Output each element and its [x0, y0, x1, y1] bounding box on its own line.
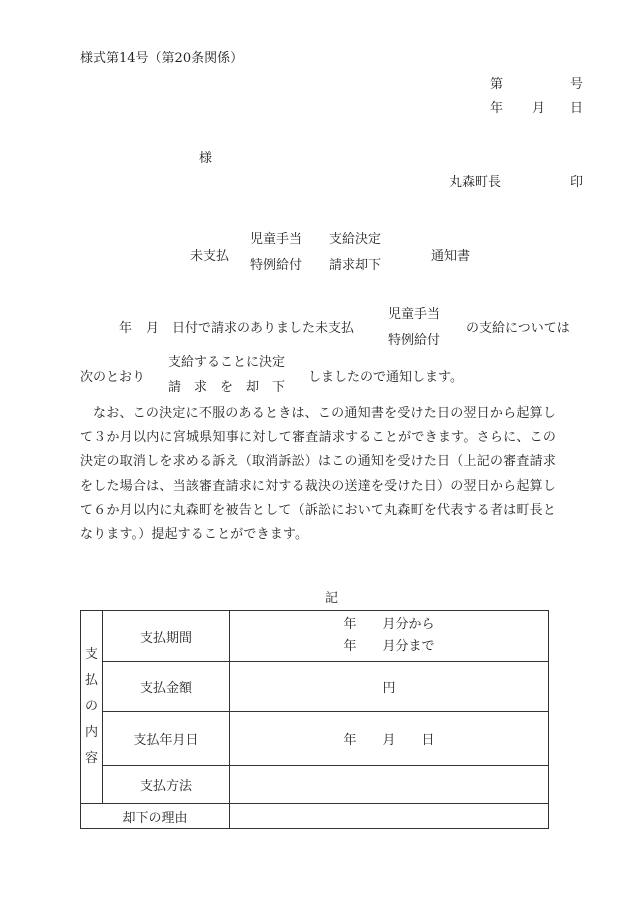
body2-suffix: しましたので通知します。 — [308, 370, 463, 385]
title-option-top-1: 児童手当 — [250, 232, 303, 247]
body2-prefix: 次のとおり — [80, 370, 146, 385]
title-suffix: 通知書 — [431, 249, 471, 264]
body2-option-top: 支給することに決定 — [168, 355, 286, 370]
reject-reason-value — [230, 804, 549, 829]
title-option-top-2: 支給決定 — [329, 232, 382, 247]
payment-details-table — [80, 610, 549, 829]
body1-year: 年 — [119, 321, 133, 336]
appeal-notice: なお、この決定に不服のあるときは、この通知書を受けた日の翌日から起算して３か月以内に宮城県知事に対して審査請求することができます。さらに、この決定の取消しを求める訴え（取消訴訟）はこの通知を受けた日（上記の審査請求をした場合は、当該審査請求に対する裁決の送達を受けた日）の翌日から起算して６か月以内に丸森町を被告として（訴訟において丸森町を代表する者は町長となります。）提起することができます。 — [80, 406, 556, 543]
payment-method-label: 支払方法 — [103, 766, 230, 804]
table-row-reject — [81, 804, 549, 829]
payment-contents-label: 支 払 の 内 容 — [81, 611, 103, 804]
body1-text: 日付で請求のありました未支払 — [172, 321, 355, 336]
period-value — [230, 611, 549, 662]
title-option-bottom-1: 特例給付 — [250, 258, 303, 273]
body1-suffix: の支給については — [466, 321, 570, 336]
table-row-method — [81, 766, 549, 804]
doc-number-suffix: 号 — [570, 77, 584, 92]
amount-label: 支払金額 — [103, 662, 230, 712]
reject-reason-label: 却下の理由 — [81, 804, 230, 829]
addressee-honorific: 様 — [199, 151, 213, 166]
period-from: 年 月分から — [343, 617, 435, 632]
body1-month: 月 — [146, 321, 160, 336]
period-to: 年 月分まで — [343, 639, 435, 654]
payment-date-value: 年 月 日 — [230, 712, 549, 766]
table-row-date — [81, 712, 549, 766]
date-year: 年 — [490, 101, 504, 116]
form-number: 様式第14号（第20条関係） — [80, 51, 244, 66]
date-day: 日 — [570, 101, 584, 116]
body1-option-top: 児童手当 — [388, 307, 441, 322]
body2-option-bottom: 請 求 を 却 下 — [168, 380, 286, 395]
title-prefix: 未支払 — [190, 249, 230, 264]
period-label: 支払期間 — [103, 611, 230, 662]
date-month: 月 — [532, 101, 546, 116]
payment-date-label: 支払年月日 — [103, 712, 230, 766]
issuer-name: 丸森町長 — [449, 175, 502, 190]
record-heading: 記 — [325, 591, 339, 606]
table-row-amount — [81, 662, 549, 712]
table-row-period — [81, 611, 549, 662]
title-option-bottom-2: 請求却下 — [329, 258, 382, 273]
payment-method-value — [230, 766, 549, 804]
body1-option-bottom: 特例給付 — [388, 333, 441, 348]
amount-value: 円 — [230, 662, 549, 712]
doc-number-prefix: 第 — [490, 77, 504, 92]
issuer-seal: 印 — [570, 175, 584, 190]
